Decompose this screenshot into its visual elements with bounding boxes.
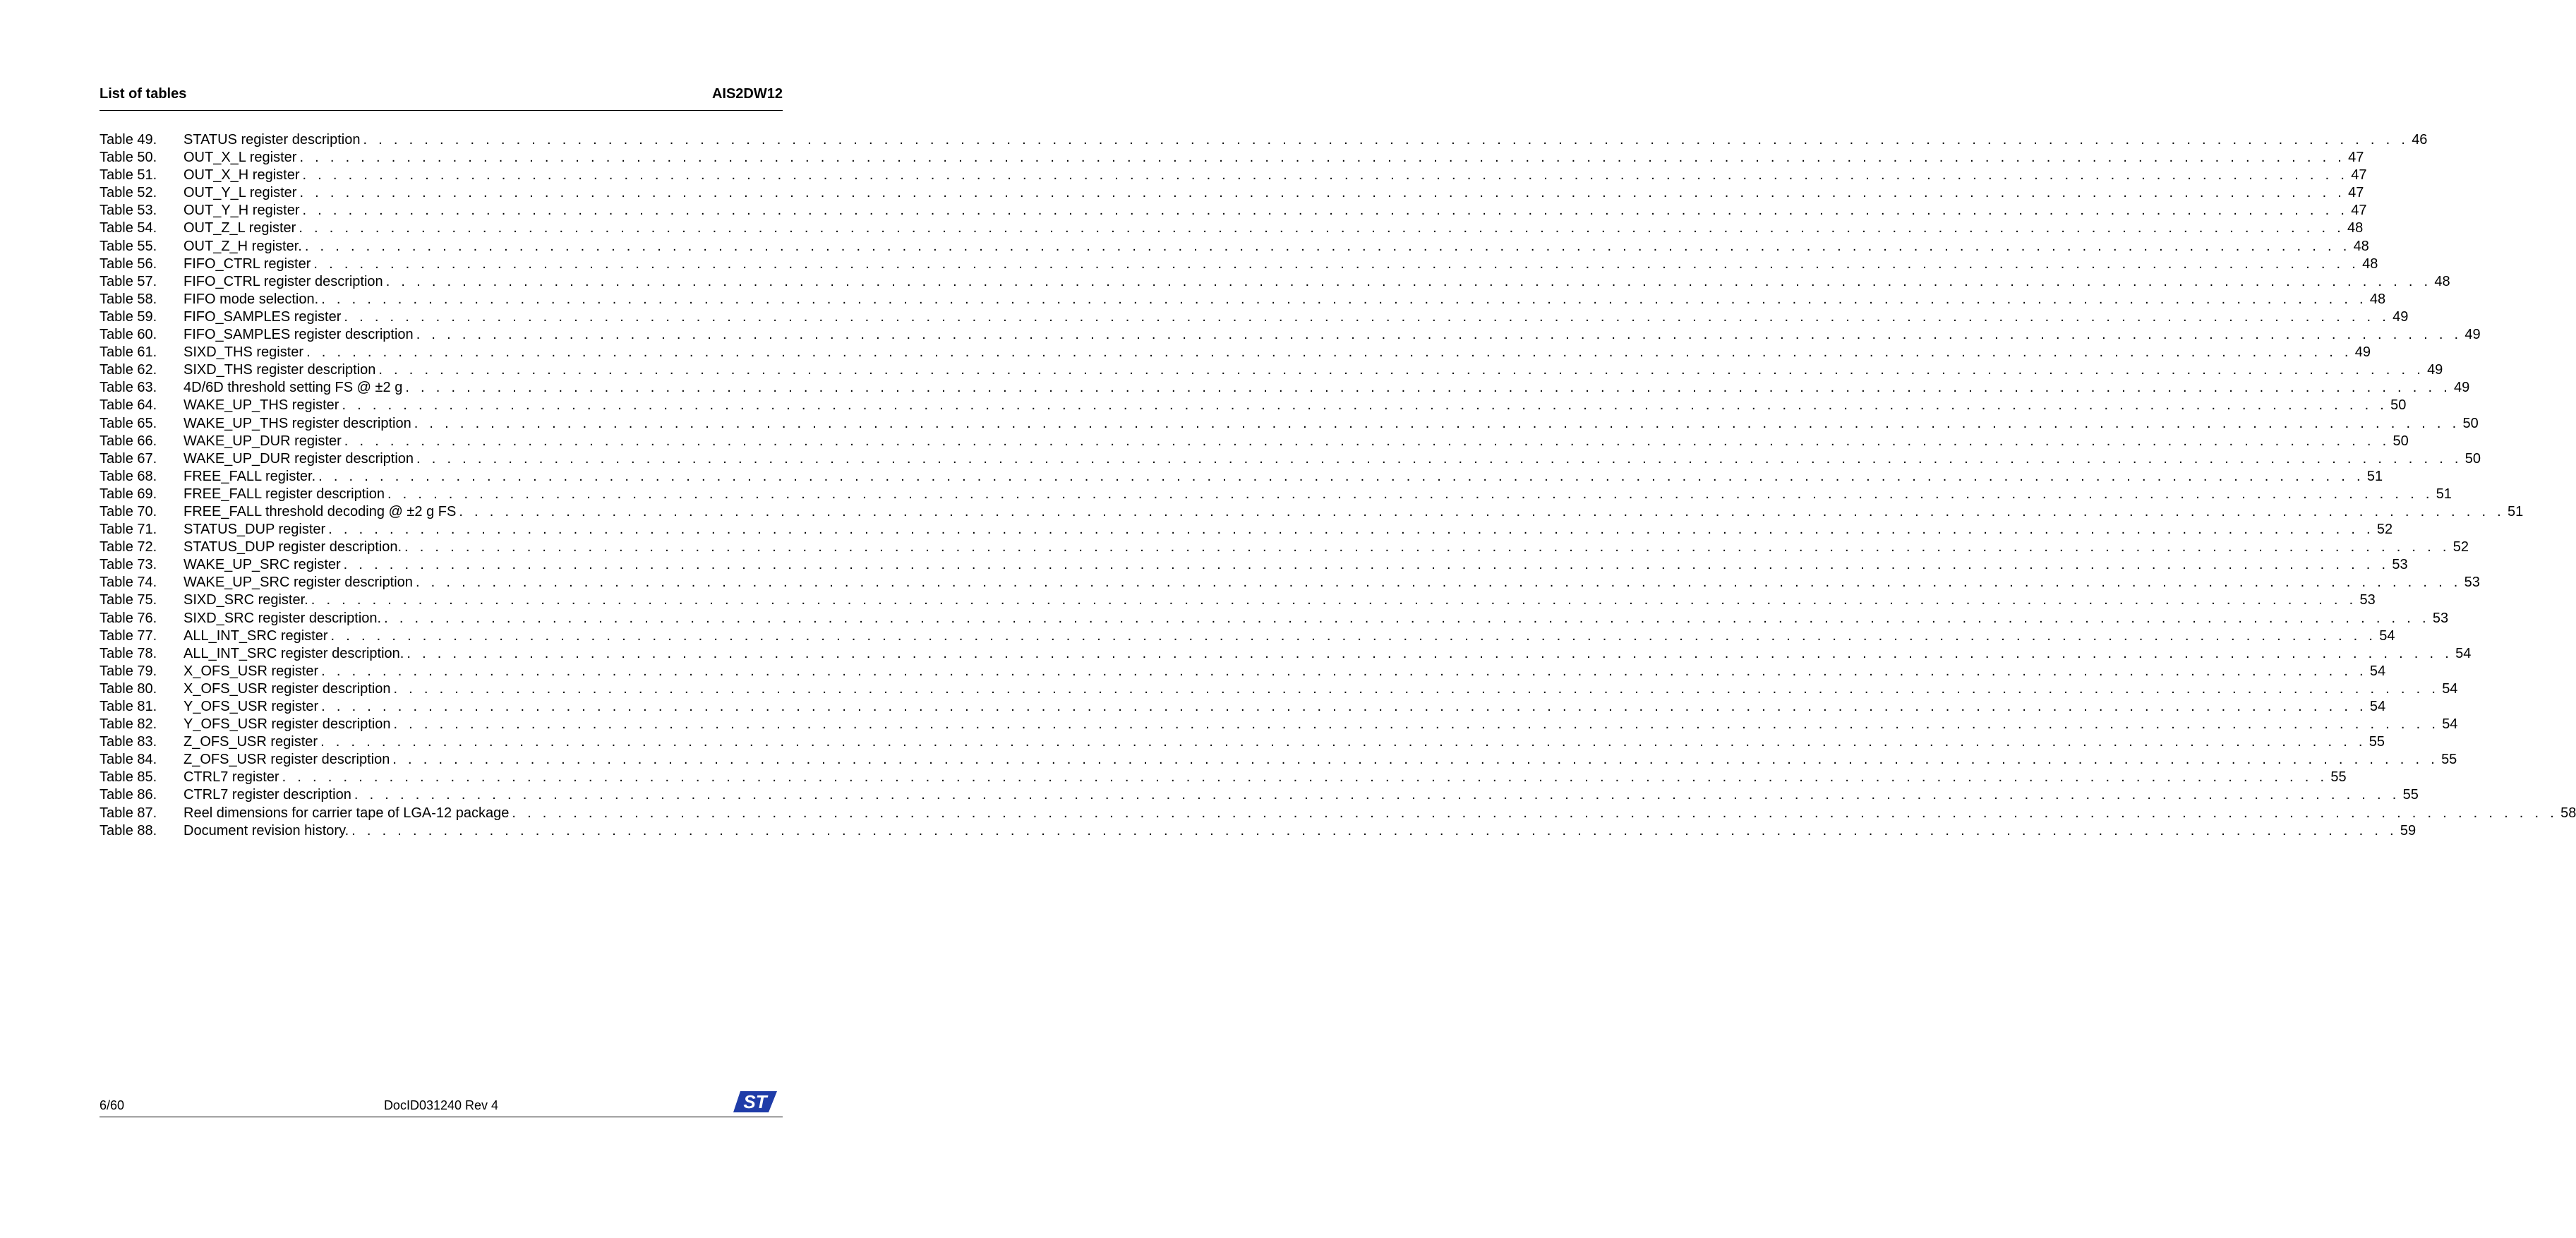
page-ref: 48	[2434, 273, 2450, 289]
toc-entry[interactable]	[100, 397, 2407, 414]
table-title: X_OFS_USR register description	[183, 680, 391, 697]
table-title: CTRL7 register	[183, 769, 279, 786]
toc-entry[interactable]	[100, 591, 2376, 609]
dot-leader	[392, 751, 2438, 769]
page-ref: 47	[2348, 185, 2364, 201]
dot-leader	[344, 308, 2390, 326]
toc-entry[interactable]	[100, 556, 2408, 574]
dot-leader	[305, 238, 2351, 256]
table-number: Table 66.	[100, 433, 157, 449]
dot-leader	[282, 769, 2328, 786]
table-title: SIXD_THS register description	[183, 362, 376, 378]
table-number: Table 74.	[100, 575, 157, 591]
table-number: Table 71.	[100, 522, 157, 538]
dot-leader	[407, 645, 2452, 663]
table-number: Table 49.	[100, 132, 157, 148]
table-title: OUT_Y_L register	[183, 185, 297, 201]
page-ref: 55	[2441, 752, 2457, 768]
page-ref: 49	[2427, 362, 2443, 378]
table-number: Table 84.	[100, 752, 157, 768]
toc-entry[interactable]	[100, 610, 2449, 627]
page-number: 6/60	[100, 1098, 125, 1112]
table-number: Table 76.	[100, 610, 157, 626]
dot-leader	[313, 256, 2359, 273]
dot-leader	[386, 273, 2432, 291]
dot-leader	[416, 450, 2462, 468]
page-ref: 50	[2390, 397, 2407, 414]
dot-leader	[299, 149, 2345, 167]
table-number: Table 63.	[100, 380, 157, 396]
table-title: OUT_Y_H register	[183, 203, 300, 219]
table-number: Table 70.	[100, 503, 157, 519]
dot-leader	[321, 698, 2367, 716]
page-ref: 50	[2462, 415, 2479, 431]
toc-entry[interactable]	[100, 326, 2481, 344]
table-title: FIFO_SAMPLES register	[183, 308, 342, 325]
toc-entry[interactable]	[100, 627, 2395, 645]
table-number: Table 52.	[100, 185, 157, 201]
table-number: Table 65.	[100, 415, 157, 431]
table-title: SIXD_THS register	[183, 344, 304, 361]
toc-entry[interactable]	[100, 468, 2383, 486]
table-number: Table 81.	[100, 699, 157, 714]
table-number: Table 62.	[100, 362, 157, 378]
list-of-tables	[100, 131, 2576, 840]
toc-entry[interactable]	[100, 273, 2450, 291]
table-number: Table 83.	[100, 734, 157, 750]
dot-leader	[331, 627, 2377, 645]
toc-entry[interactable]	[100, 167, 2367, 184]
page-ref: 54	[2379, 627, 2395, 644]
table-title: STATUS register description	[183, 132, 361, 148]
dot-leader	[351, 822, 2397, 840]
table-title: Reel dimensions for carrier tape of LGA-12 package	[183, 805, 510, 821]
table-number: Table 64.	[100, 397, 157, 414]
table-number: Table 88.	[100, 822, 157, 839]
table-title: FIFO_SAMPLES register description	[183, 327, 414, 343]
table-title: SIXD_SRC register.	[183, 592, 308, 608]
table-title: FREE_FALL register description	[183, 486, 385, 502]
page-ref: 46	[2412, 132, 2428, 148]
table-number: Table 56.	[100, 256, 157, 272]
toc-entry[interactable]	[100, 769, 2347, 786]
toc-entry[interactable]	[100, 539, 2469, 556]
page-ref: 51	[2436, 486, 2452, 502]
page-ref: 47	[2348, 150, 2364, 166]
table-title: WAKE_UP_SRC register	[183, 557, 341, 573]
dot-leader	[416, 326, 2462, 344]
dot-leader	[306, 344, 2352, 361]
page-ref: 48	[2369, 291, 2386, 307]
dot-leader	[414, 415, 2460, 433]
dot-leader	[354, 786, 2400, 804]
section-title: List of tables	[100, 86, 187, 102]
table-number: Table 73.	[100, 557, 157, 573]
toc-entry[interactable]	[100, 680, 2458, 698]
page-ref: 53	[2359, 592, 2376, 608]
table-number: Table 85.	[100, 769, 157, 786]
toc-entry[interactable]	[100, 415, 2479, 433]
st-logo-icon	[733, 1090, 777, 1114]
dot-leader	[299, 220, 2345, 237]
page-ref: 47	[2351, 203, 2367, 219]
dot-leader	[459, 503, 2505, 521]
dot-leader	[416, 574, 2462, 591]
table-title: CTRL7 register description	[183, 787, 351, 803]
page-ref: 54	[2442, 680, 2458, 697]
table-number: Table 80.	[100, 680, 157, 697]
page-ref: 49	[2464, 327, 2481, 343]
page-ref: 49	[2393, 308, 2409, 325]
table-number: Table 86.	[100, 787, 157, 803]
table-title: FREE_FALL threshold decoding @ ±2 g FS	[183, 503, 457, 519]
table-title: OUT_X_H register	[183, 167, 300, 184]
table-title: WAKE_UP_SRC register description	[183, 575, 413, 591]
dot-leader	[328, 521, 2374, 539]
page-ref: 52	[2376, 522, 2393, 538]
dot-leader	[393, 680, 2439, 698]
toc-entry[interactable]	[100, 716, 2458, 733]
table-title: FIFO_CTRL register description	[183, 273, 383, 289]
page-ref: 51	[2366, 468, 2383, 484]
table-number: Table 68.	[100, 468, 157, 484]
toc-entry[interactable]	[100, 663, 2386, 680]
table-title: Z_OFS_USR register	[183, 734, 318, 750]
dot-leader	[384, 610, 2430, 627]
table-number: Table 59.	[100, 308, 157, 325]
dot-leader	[321, 663, 2367, 680]
dot-leader	[378, 361, 2424, 379]
table-number: Table 58.	[100, 291, 157, 307]
page-ref: 54	[2369, 663, 2386, 679]
table-title: 4D/6D threshold setting FS @ ±2 g	[183, 380, 403, 396]
table-title: STATUS_DUP register	[183, 522, 326, 538]
toc-entry[interactable]	[100, 645, 2472, 663]
toc-entry[interactable]	[100, 698, 2386, 716]
table-number: Table 69.	[100, 486, 157, 502]
table-title: OUT_Z_H register.	[183, 238, 302, 254]
table-title: FREE_FALL register.	[183, 468, 316, 484]
table-number: Table 53.	[100, 203, 157, 219]
page-ref: 47	[2351, 167, 2367, 184]
page-ref: 55	[2330, 769, 2347, 786]
toc-entry[interactable]	[100, 733, 2385, 751]
page-ref: 52	[2452, 539, 2469, 555]
dot-leader	[404, 539, 2450, 556]
toc-entry[interactable]	[100, 361, 2443, 379]
toc-entry[interactable]	[100, 486, 2452, 503]
table-number: Table 82.	[100, 716, 157, 733]
page-ref: 53	[2392, 557, 2408, 573]
table-number: Table 87.	[100, 805, 157, 821]
page-ref: 53	[2464, 575, 2480, 591]
table-title: Document revision history.	[183, 822, 349, 839]
dot-leader	[303, 167, 2349, 184]
table-title: OUT_X_L register	[183, 150, 297, 166]
toc-entry[interactable]	[100, 379, 2470, 397]
table-number: Table 79.	[100, 663, 157, 679]
toc-entry[interactable]	[100, 220, 2364, 237]
toc-entry[interactable]	[100, 344, 2371, 361]
page-ref: 54	[2369, 699, 2386, 714]
table-number: Table 67.	[100, 450, 157, 467]
table-title: WAKE_UP_THS register	[183, 397, 339, 414]
table-title: Z_OFS_USR register description	[183, 752, 390, 768]
toc-entry[interactable]	[100, 291, 2386, 308]
table-number: Table 78.	[100, 645, 157, 661]
table-title: FIFO mode selection.	[183, 291, 319, 307]
toc-entry[interactable]	[100, 149, 2364, 167]
page-ref: 50	[2393, 433, 2409, 449]
page-ref: 55	[2402, 787, 2419, 803]
toc-entry[interactable]	[100, 308, 2409, 326]
toc-entry[interactable]	[100, 574, 2480, 591]
table-number: Table 57.	[100, 273, 157, 289]
table-title: X_OFS_USR register	[183, 663, 319, 679]
document-id: DocID031240 Rev 4	[383, 1098, 499, 1112]
product-name: AIS2DW12	[711, 86, 783, 102]
table-title: STATUS_DUP register description.	[183, 539, 402, 555]
table-number: Table 54.	[100, 220, 157, 236]
table-title: WAKE_UP_DUR register description	[183, 450, 414, 467]
toc-entry[interactable]	[100, 202, 2367, 220]
page-ref: 48	[2347, 220, 2364, 236]
toc-entry[interactable]	[100, 786, 2419, 804]
dot-leader	[344, 556, 2390, 574]
page-ref: 59	[2400, 822, 2416, 839]
table-number: Table 50.	[100, 150, 157, 166]
toc-entry[interactable]	[100, 503, 2524, 521]
page-ref: 49	[2354, 344, 2371, 361]
dot-leader	[320, 733, 2366, 751]
dot-leader	[318, 468, 2364, 486]
page-footer	[100, 1091, 783, 1117]
dot-leader	[321, 291, 2367, 308]
table-number: Table 60.	[100, 327, 157, 343]
toc-entry[interactable]	[100, 521, 2393, 539]
table-number: Table 72.	[100, 539, 157, 555]
page-ref: 50	[2464, 450, 2481, 467]
page-ref: 53	[2432, 610, 2449, 626]
st-logo-text: ST	[743, 1091, 767, 1112]
toc-entry[interactable]	[100, 751, 2457, 769]
page-ref: 48	[2353, 238, 2369, 254]
table-title: OUT_Z_L register	[183, 220, 296, 236]
page-header	[100, 86, 783, 111]
table-title: ALL_INT_SRC register	[183, 627, 328, 644]
page-ref: 51	[2508, 503, 2524, 519]
page-ref: 54	[2442, 716, 2458, 733]
page-ref: 55	[2369, 734, 2385, 750]
toc-entry[interactable]	[100, 238, 2369, 256]
toc-entry[interactable]	[100, 450, 2481, 468]
table-title: Y_OFS_USR register description	[183, 716, 391, 733]
toc-entry[interactable]	[100, 184, 2364, 202]
table-title: WAKE_UP_THS register description	[183, 415, 411, 431]
toc-entry[interactable]	[100, 433, 2409, 450]
page-ref: 54	[2455, 645, 2472, 661]
table-title: FIFO_CTRL register	[183, 256, 311, 272]
table-title: SIXD_SRC register description.	[183, 610, 382, 626]
dot-leader	[299, 184, 2345, 202]
table-title: Y_OFS_USR register	[183, 699, 319, 714]
dot-leader	[512, 805, 2558, 822]
dot-leader	[363, 131, 2409, 149]
toc-entry[interactable]	[100, 256, 2378, 273]
table-title: WAKE_UP_DUR register	[183, 433, 342, 449]
table-number: Table 61.	[100, 344, 157, 361]
dot-leader	[344, 433, 2390, 450]
toc-entry[interactable]	[100, 822, 2416, 840]
page-ref: 48	[2362, 256, 2378, 272]
table-title: ALL_INT_SRC register description.	[183, 645, 404, 661]
toc-entry[interactable]	[100, 805, 2576, 822]
table-number: Table 55.	[100, 238, 157, 254]
dot-leader	[405, 379, 2451, 397]
table-number: Table 77.	[100, 627, 157, 644]
dot-leader	[311, 591, 2357, 609]
dot-leader	[342, 397, 2388, 414]
dot-leader	[303, 202, 2349, 220]
page-ref: 49	[2454, 380, 2470, 396]
toc-entry[interactable]	[100, 131, 2428, 149]
table-number: Table 51.	[100, 167, 157, 184]
table-number: Table 75.	[100, 592, 157, 608]
page-ref: 58	[2560, 805, 2576, 821]
dot-leader	[393, 716, 2439, 733]
dot-leader	[387, 486, 2433, 503]
